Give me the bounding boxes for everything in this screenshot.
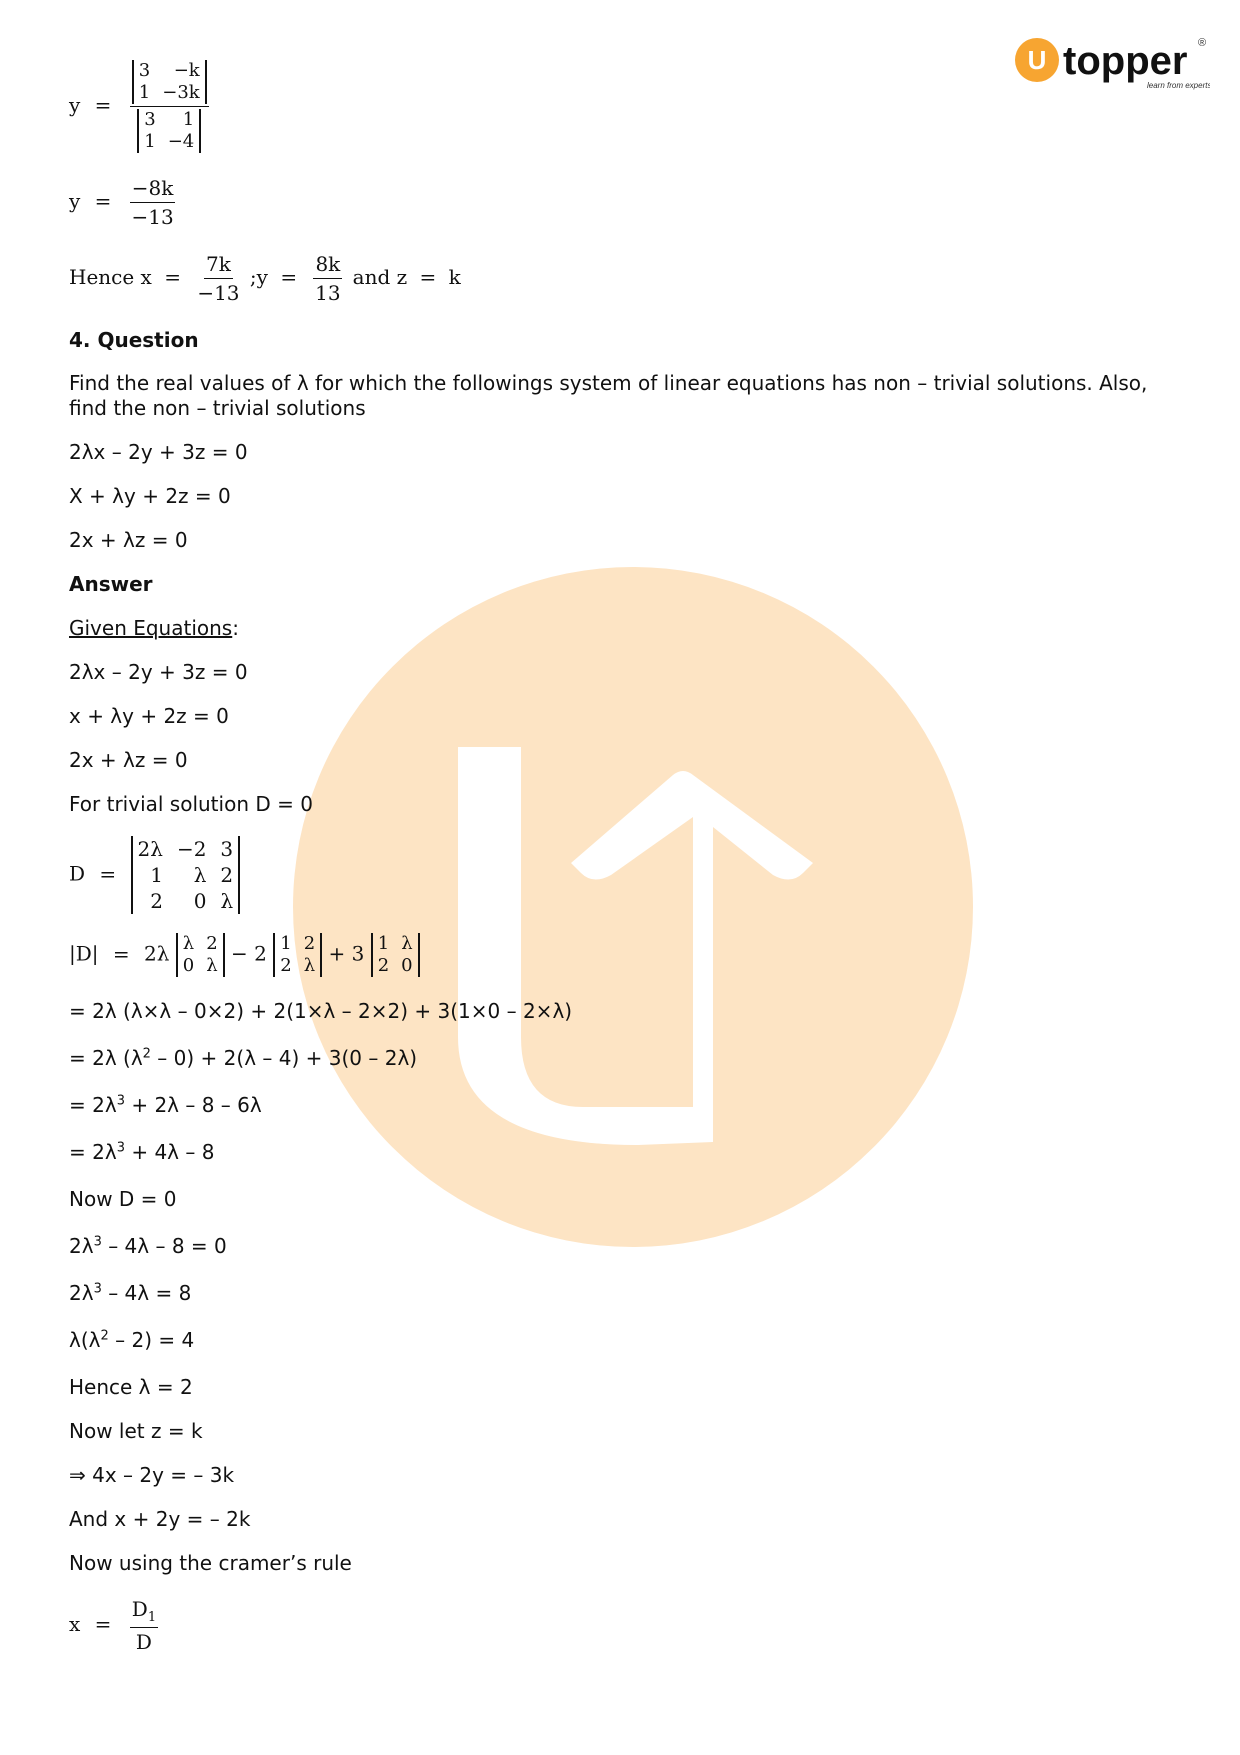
equals-sign: = xyxy=(280,265,298,289)
d-expansion-line xyxy=(69,933,420,977)
matrix-cell: 2 xyxy=(220,863,234,887)
matrix-cell: 1 xyxy=(144,131,156,152)
answer-heading: Answer xyxy=(69,572,153,596)
question-equation-2: X + λy + 2z = 0 xyxy=(69,484,231,508)
term-coefficient: + 3 xyxy=(328,941,365,966)
matrix-cell: λ xyxy=(206,955,218,976)
numerator-determinant xyxy=(132,60,207,104)
matrix-cell: 0 xyxy=(193,889,207,913)
y-label: y xyxy=(69,93,81,117)
term-coefficient: − 2 xyxy=(231,941,267,966)
matrix-cell: 2λ xyxy=(137,837,163,861)
fraction-numerator: 8k xyxy=(313,252,342,279)
step-text: – 2) = 4 xyxy=(108,1328,195,1352)
exponent: 3 xyxy=(93,1281,102,1297)
y-determinant-fraction xyxy=(69,60,213,153)
matrix-cell: 0 xyxy=(401,955,413,976)
matrix-cell: 2 xyxy=(206,933,218,954)
fraction xyxy=(130,1597,158,1654)
fraction-denominator: −13 xyxy=(197,281,240,305)
step-text: + 2λ – 8 – 6λ xyxy=(124,1093,262,1117)
matrix-cell: 3 xyxy=(220,837,234,861)
fraction-denominator xyxy=(137,107,201,153)
subscript: 1 xyxy=(147,1610,157,1625)
hence-label: Hence x xyxy=(69,265,152,289)
let-z: Now let z = k xyxy=(69,1419,203,1443)
step-text: – 4λ = 8 xyxy=(101,1281,192,1305)
matrix-cell: 3 xyxy=(138,60,151,81)
abs-d-label: |D| xyxy=(69,941,99,966)
question-heading: 4. Question xyxy=(69,328,199,352)
fraction-denominator: 13 xyxy=(315,281,341,305)
exponent: 2 xyxy=(100,1328,109,1344)
cubic-step-3 xyxy=(69,1328,194,1352)
watermark-circle xyxy=(293,567,973,1247)
step-text: = 2λ xyxy=(69,1093,117,1117)
fraction-denominator: D xyxy=(135,1630,152,1654)
fraction-denominator: −13 xyxy=(131,205,174,229)
step-text: = 2λ xyxy=(69,1140,117,1164)
matrix-cell: −3k xyxy=(162,82,200,103)
fraction-numerator xyxy=(130,1597,158,1628)
y-fraction xyxy=(313,252,342,305)
step-text: λ(λ xyxy=(69,1328,101,1352)
matrix-cell: 2 xyxy=(280,955,292,976)
equals-sign: = xyxy=(419,265,437,289)
matrix-cell: λ xyxy=(303,955,316,976)
hence-lambda: Hence λ = 2 xyxy=(69,1375,193,1399)
matrix-cell: 2 xyxy=(303,933,316,954)
fraction-numerator xyxy=(130,60,209,107)
matrix-cell: −k xyxy=(173,60,200,81)
implied-equation-1: ⇒ 4x – 2y = – 3k xyxy=(69,1463,235,1487)
y-label: y xyxy=(69,189,81,213)
equals-sign: = xyxy=(112,941,130,966)
expansion-step-1: = 2λ (λ×λ – 0×2) + 2(1×λ – 2×2) + 3(1×0 – 2×λ) xyxy=(69,999,573,1023)
exponent: 3 xyxy=(93,1234,102,1250)
d-determinant xyxy=(131,836,241,914)
question-equation-1: 2λx – 2y + 3z = 0 xyxy=(69,440,248,464)
fraction xyxy=(130,60,209,153)
term-coefficient: 2λ xyxy=(144,941,170,966)
step-text: 2λ xyxy=(69,1281,94,1305)
equals-sign: = xyxy=(94,189,112,213)
trivial-condition: For trivial solution D = 0 xyxy=(69,792,313,816)
z-value: k xyxy=(448,265,461,289)
expansion-step-2 xyxy=(69,1046,417,1070)
matrix-cell: 1 xyxy=(138,82,151,103)
cubic-step-2 xyxy=(69,1281,191,1305)
matrix-cell: λ xyxy=(220,889,234,913)
x-cramer-fraction xyxy=(69,1597,162,1654)
x-label: x xyxy=(69,1612,81,1636)
implied-equation-2: And x + 2y = – 2k xyxy=(69,1507,251,1531)
question-text: Find the real values of λ for which the followings system of linear equations has non – trivial solutions. Also, find the non – trivial solutions xyxy=(69,371,1148,420)
matrix-cell: 1 xyxy=(377,933,390,954)
question-equation-3: 2x + λz = 0 xyxy=(69,528,188,552)
exponent: 3 xyxy=(116,1093,125,1109)
d-label: D xyxy=(69,861,86,886)
fraction-numerator: −8k xyxy=(130,176,176,203)
d-matrix-line xyxy=(69,836,240,914)
given-colon: : xyxy=(232,616,239,640)
numerator-d: D xyxy=(131,1597,148,1621)
matrix-cell: λ xyxy=(193,863,207,887)
equals-sign: = xyxy=(94,1612,112,1636)
answer-equation-3: 2x + λz = 0 xyxy=(69,748,188,772)
minor-determinant-3 xyxy=(371,933,420,977)
matrix-cell: 2 xyxy=(377,955,390,976)
expansion-step-4 xyxy=(69,1140,214,1164)
fraction-numerator: 7k xyxy=(204,252,233,279)
denominator-determinant xyxy=(137,109,201,153)
logo-graphic xyxy=(1015,36,1210,96)
matrix-cell: 3 xyxy=(144,109,156,130)
now-d-zero: Now D = 0 xyxy=(69,1187,177,1211)
minor-determinant-1 xyxy=(176,933,225,977)
fraction xyxy=(130,176,176,229)
step-text: + 4λ – 8 xyxy=(124,1140,215,1164)
equals-sign: = xyxy=(99,861,117,886)
matrix-cell: −2 xyxy=(176,837,207,861)
step-text: – 0) + 2(λ – 4) + 3(0 – 2λ) xyxy=(150,1046,418,1070)
cubic-step-1 xyxy=(69,1234,227,1258)
matrix-cell: 0 xyxy=(182,955,195,976)
registered-mark: ® xyxy=(1198,37,1207,49)
given-label-text: Given Equations xyxy=(69,616,233,640)
x-fraction xyxy=(197,252,239,305)
step-text: = 2λ (λ xyxy=(69,1046,143,1070)
matrix-cell: 1 xyxy=(280,933,292,954)
exponent: 2 xyxy=(142,1046,151,1062)
equals-sign: = xyxy=(94,93,112,117)
matrix-cell: λ xyxy=(401,933,413,954)
z-label: and z xyxy=(352,265,408,289)
expansion-step-3 xyxy=(69,1093,262,1117)
minor-determinant-2 xyxy=(273,933,322,977)
matrix-cell: 2 xyxy=(150,889,163,913)
cramer-rule-text: Now using the cramer’s rule xyxy=(69,1551,352,1575)
equals-sign: = xyxy=(164,265,181,289)
matrix-cell: −4 xyxy=(167,131,195,152)
step-text: 2λ xyxy=(69,1234,94,1258)
exponent: 3 xyxy=(116,1140,125,1156)
matrix-cell: 1 xyxy=(182,109,195,130)
logo-letter: U xyxy=(1027,45,1047,75)
brand-logo xyxy=(1015,36,1210,96)
matrix-cell: λ xyxy=(182,933,195,954)
step-text: – 4λ – 8 = 0 xyxy=(101,1234,227,1258)
watermark-logo xyxy=(293,567,973,1247)
answer-equation-1: 2λx – 2y + 3z = 0 xyxy=(69,660,248,684)
logo-wordmark: topper xyxy=(1063,39,1188,83)
matrix-cell: 1 xyxy=(150,863,163,887)
logo-tagline: learn from experts xyxy=(1147,81,1210,90)
y-value-fraction xyxy=(69,176,179,229)
hence-solution-line xyxy=(69,252,461,305)
answer-equation-2: x + λy + 2z = 0 xyxy=(69,704,229,728)
given-equations-label xyxy=(69,616,239,640)
y-label: ;y xyxy=(249,265,268,289)
